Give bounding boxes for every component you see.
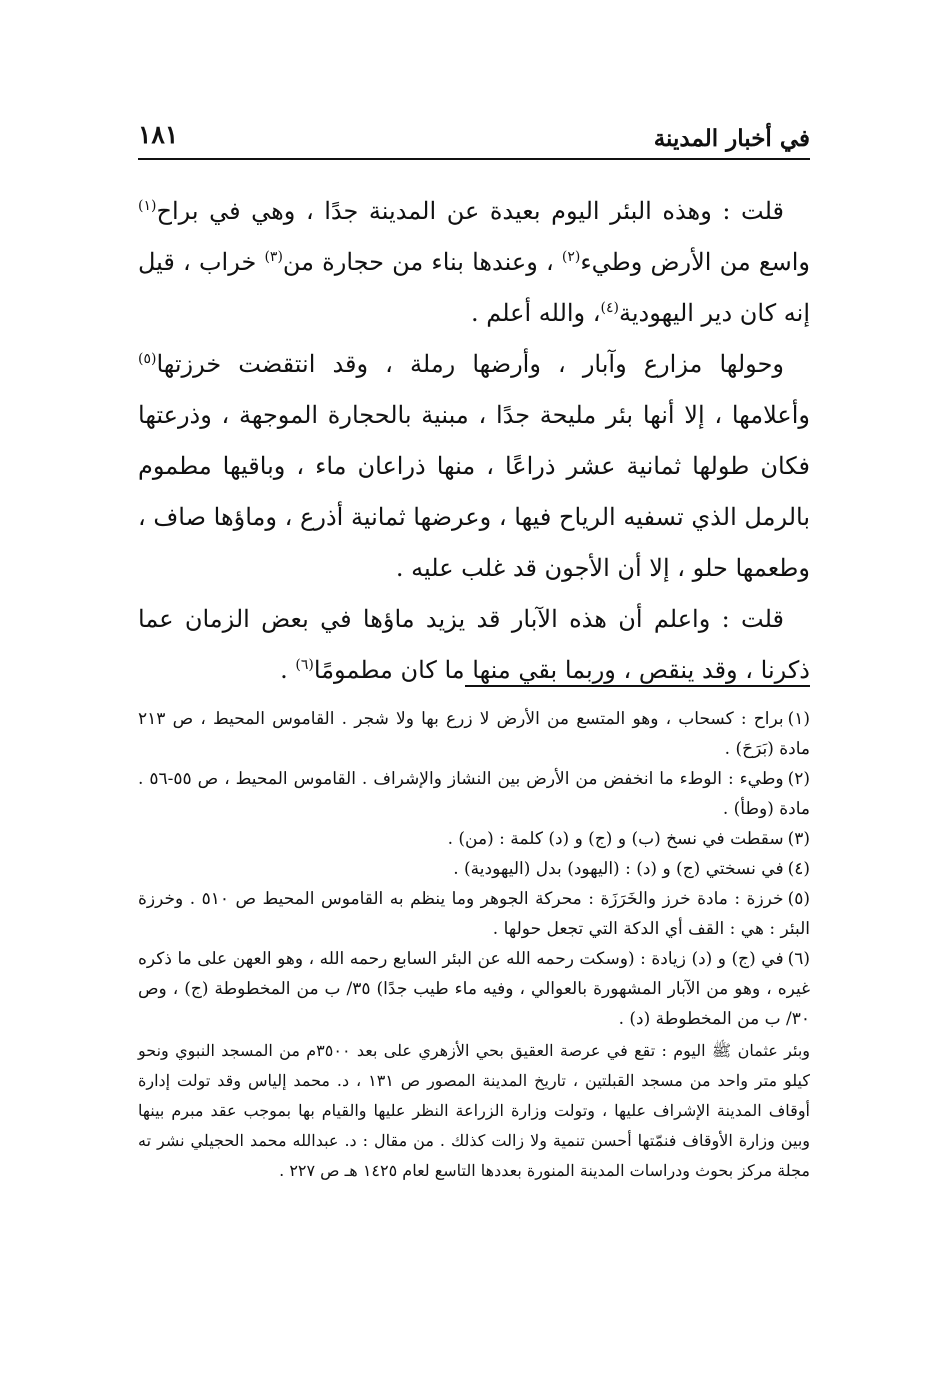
footnotes xyxy=(138,704,810,1186)
footnote-reference-2: (٢) xyxy=(561,249,581,265)
text-segment: خراب ، قيل إنه كان دير اليهودية xyxy=(138,248,810,327)
footnote-1 xyxy=(138,704,810,764)
footnote-text: خرزة : مادة خرز والخَرَزَة : محركة الجوهر وما ينظم به القاموس المحيط ص ٥١٠ . وخرزة البئر : هي : القف أي الدكة التي تجعل حولها . xyxy=(138,889,810,939)
text-segment: ، وعندها بناء من حجارة من xyxy=(282,248,562,276)
footnote-reference-5: (٥) xyxy=(138,351,157,367)
text-segment: وحولها مزارع وآبار ، وأرضها رملة ، وقد انتقضت خرزتها xyxy=(156,350,785,378)
footnote-text: براح : كسحاب ، وهو المتسع من الأرض لا زرع بها ولا شجر . القاموس المحيط ، ص ٢١٣ مادة (بَرَحَ) . xyxy=(138,709,810,759)
page-header xyxy=(138,118,810,158)
text-segment: قلت : واعلم أن هذه الآبار قد يزيد ماؤها في بعض الزمان عما ذكرنا ، وقد ينقص ، وربما بقي منها ما كان مطمومًا xyxy=(138,605,810,684)
paragraph-1 xyxy=(138,186,810,339)
paragraph-2 xyxy=(138,339,810,594)
footnote-number: (٥) xyxy=(787,889,810,909)
footnote-text: في (ج) و (د) زيادة : (وسكت رحمه الله عن البئر السابع رحمه الله ، وهو العهن على ما ذكره غيره ، وهو من الآبار المشهورة بالعوالي ، وفيه ماء طيب جدًا) ٣٥/ ب من المخطوطة (ج) ، وص ٣٠/ ب من المخطوطة (د) . xyxy=(138,949,811,1029)
footnote-text: في نسختي (ج) و (د) : (اليهود) بدل (اليهودية) . xyxy=(453,859,784,879)
footnote-reference-3: (٣) xyxy=(264,249,283,265)
footnote-4 xyxy=(138,854,810,884)
paragraph-3 xyxy=(138,594,810,696)
footnote-reference-4: (٤) xyxy=(600,300,619,316)
footnote-text: وطيء : الوطء ما انخفض من الأرض بين النشاز والإشراف . القاموس المحيط ، ص ٥٥-٥٦ . مادة (وطأ) . xyxy=(138,769,810,819)
main-text xyxy=(138,186,810,696)
text-segment: وأعلامها ، إلا أنها بئر مليحة جدًا ، مبنية بالحجارة الموجهة ، وذرعتها فكان طولها ثمانية عشر ذراعًا ، منها ذراعان ماء ، وباقيها مطموم بالرمل الذي تسفيه الرياح فيها ، وعرضها ثمانية أذرع ، وماؤها صاف ، وطعمها حلو ، إلا أن الأجون قد غلب عليه . xyxy=(138,401,810,582)
text-segment: ، والله أعلم . xyxy=(470,299,601,327)
page-number: ١٨١ xyxy=(138,120,179,149)
footnote-reference-1: (١) xyxy=(138,198,157,214)
footnote-number: (٦) xyxy=(787,949,810,969)
footnote-3 xyxy=(138,824,810,854)
header-rule xyxy=(138,158,810,160)
editor-note: وبئر عثمان ﷺ اليوم : تقع في عرصة العقيق بحي الأزهري على بعد ٣٥٠٠م من المسجد النبوي ونحو كيلو متر واحد من مسجد القبلتين ، تاريخ المدينة المصور ص ١٣١ ، د. محمد إلياس وقد تولت إدارة أوقاف المدينة الإشراف عليها ، وتولت وزارة الزراعة النظر عليها والقيام بها بموجب عقد مبرم بينها وبين وزارة الأوقاف فنمّتها أحسن تنمية ولا زالت كذلك . من مقال : د. عبدالله محمد الحجيلي نشر ته مجلة مركز بحوث ودراسات المدينة المنورة بعددها التاسع لعام ١٤٢٥ هـ ص ٢٢٧ . xyxy=(138,1041,810,1180)
text-segment: . xyxy=(280,656,296,684)
running-title: في أخبار المدينة xyxy=(653,125,810,152)
footnote-6 xyxy=(138,944,810,1034)
footnote-2 xyxy=(138,764,810,824)
text-segment: قلت : وهذه البئر اليوم بعيدة عن المدينة جدًا ، وهي في براح xyxy=(156,197,784,225)
footnote-separator xyxy=(465,685,810,687)
footnote-number: (٣) xyxy=(787,829,810,849)
footnote-text: سقطت في نسخ (ب) و (ج) و (د) كلمة : (من) . xyxy=(447,829,784,849)
footnote-reference-6: (٦) xyxy=(295,657,314,673)
text-segment: واسع من الأرض وطيء xyxy=(580,248,810,276)
footnote-number: (٤) xyxy=(787,859,810,879)
footnote-number: (١) xyxy=(787,709,810,729)
footnote-5 xyxy=(138,884,810,944)
footnote-number: (٢) xyxy=(787,769,810,789)
